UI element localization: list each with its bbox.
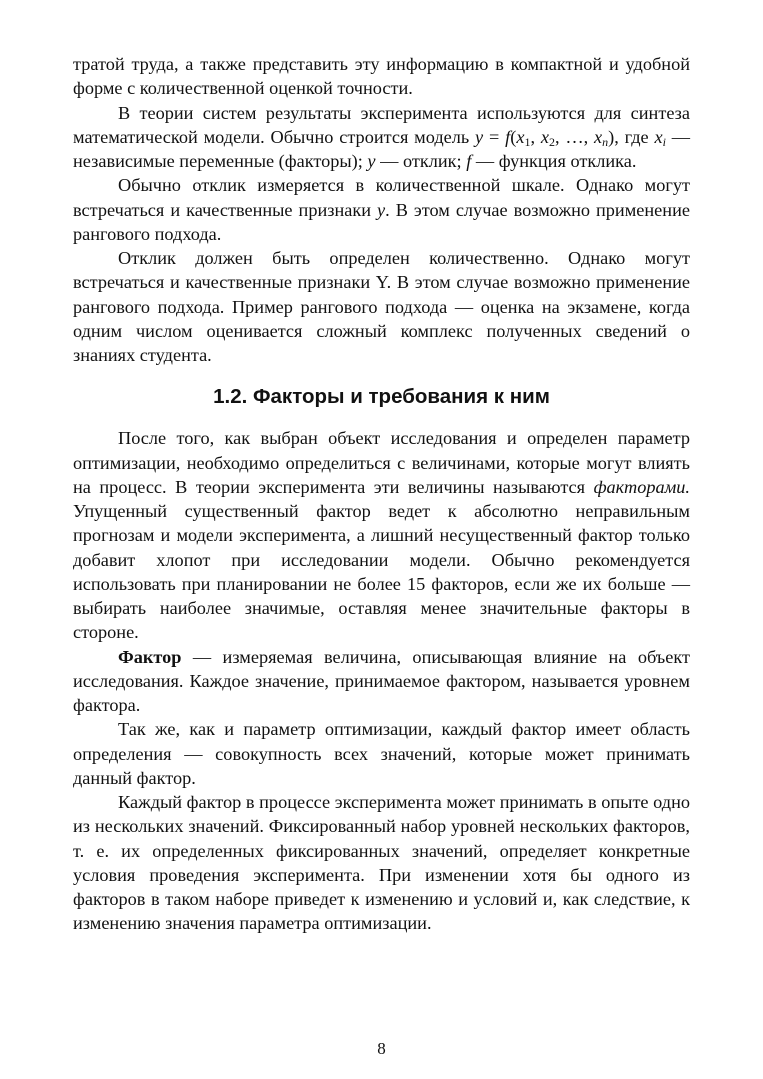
math-y: y — [475, 126, 484, 147]
math-x2: x — [540, 126, 549, 147]
text-span: ), где — [608, 126, 655, 147]
text-span: — отклик; — [375, 151, 467, 171]
subscript-1: 1 — [524, 134, 531, 149]
math-y: y — [377, 199, 386, 220]
page-number: 8 — [377, 1039, 386, 1058]
math-xn: x — [594, 126, 603, 147]
text-span: — независимые переменные (факторы); — [73, 126, 691, 171]
bold-term: Фактор — [118, 646, 182, 667]
math-xi: x — [654, 126, 663, 147]
math-f: f — [466, 151, 472, 171]
paragraph-response-scale — [73, 173, 690, 246]
page-content — [73, 52, 690, 936]
text-span: ( — [510, 126, 517, 147]
paragraph-model-definition — [73, 101, 690, 174]
text-span: , — [530, 126, 541, 147]
text-span: — измеряемая величина, описывающая влияние на объект исследования. Каждое значение, принимаемое фактором, называется уровнем фактора. — [73, 646, 690, 715]
paragraph-factor-levels: Каждый фактор в процессе эксперимента может принимать в опыте одно из нескольких значений. Фиксированный набор уровней нескольких факторов, т. е. их определенных фиксированных значений, определяет конкретные условия проведения эксперимента. При изменении хотя бы одного из факторов в таком наборе приведет к изменению и условий и, как следствие, к изменению значения параметра оптимизации. — [73, 792, 690, 934]
math-f: f — [505, 126, 511, 147]
text-span: Упущенный существенный фактор ведет к абсолютно неправильным прогнозам и модели эксперимента, а лишний несущественный фактор только добавит хлопот при исследовании модели. Обычно рекомендуется использовать при планировании не более 15 факторов, если же их больше — выбирать наиболее значимые, оставляя менее значительные факторы в стороне. — [73, 501, 690, 643]
text-span: В теории систем результаты эксперимента используются для синтеза математической модели. Обычно строится модель — [73, 102, 690, 147]
text-span: Обычно отклик измеряется в количественной шкале. Однако могут встречаться и качественные признаки — [73, 175, 690, 220]
paragraph-rank-approach: Отклик должен быть определен количественно. Однако могут встречаться и качественные признаки Y. В этом случае возможно применение рангового подхода. Пример рангового подхода — оценка на экзамене, когда одним числом оценивается сложный комплекс полученных сведений о знаниях студента. — [73, 248, 690, 365]
paragraph-domain: Так же, как и параметр оптимизации, каждый фактор имеет область определения — совокупность всех значений, которые может принимать данный фактор. — [73, 719, 690, 788]
math-y: y — [367, 151, 376, 171]
subscript-n: n — [602, 134, 609, 149]
text-span: После того, как выбран объект исследования и определен параметр оптимизации, необходимо определиться с величинами, которые могут влиять на процесс. В теории эксперимента эти величины называются — [73, 428, 690, 497]
text-span: , …, — [554, 126, 595, 147]
text-span: — функция отклика. — [471, 151, 637, 171]
text-span: = — [483, 126, 506, 147]
emphasis-term: факторами. — [593, 476, 690, 497]
paragraph-factor-definition — [73, 645, 690, 718]
subscript-i: i — [662, 134, 666, 149]
paragraph-factors-intro — [73, 426, 690, 644]
section-heading: 1.2. Факторы и требования к ним — [213, 385, 550, 409]
subscript-2: 2 — [548, 134, 555, 149]
paragraph-continuation: тратой труда, а также представить эту информацию в компактной и удобной форме с количественной оценкой точности. — [73, 54, 690, 99]
math-x1: x — [516, 126, 525, 147]
text-span: . В этом случае возможно применение рангового подхода. — [73, 199, 690, 244]
